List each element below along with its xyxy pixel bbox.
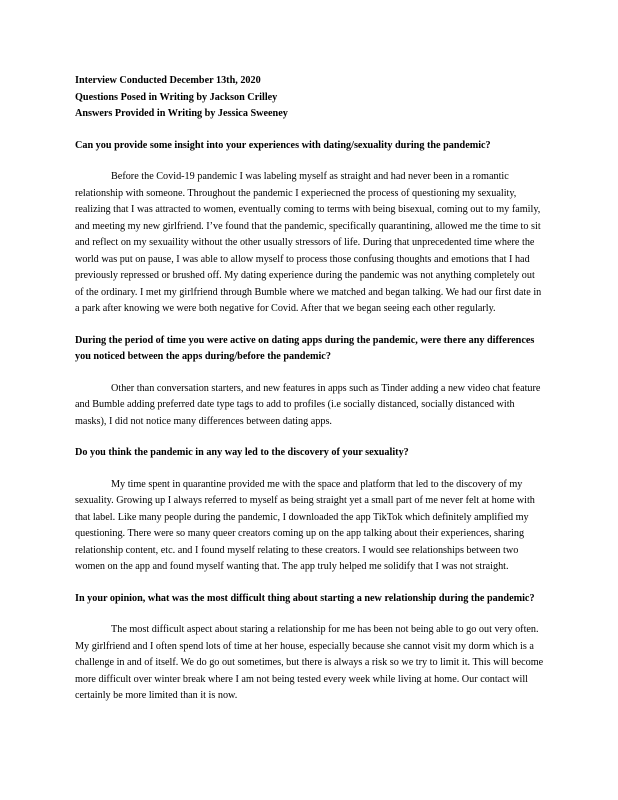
answer-1: Before the Covid-19 pandemic I was labeling myself as straight and had never been in a romantic relationship with someone. Throughout the pandemic I experiecned the process of questioning my sexuality, realizing that I was attracted to women, eventually coming to terms with being bisexual, coming out to my family, and meeting my new girlfriend. I’ve found that the pandemic, specifically quarantining, allowed me the time to sit and reflect on my sexuaility without the other usually stressors of life. During that unprecedented time where the world was put on pause, I was able to allow myself to process those confusing thoughts and emotions that I had previously repressed or brushed off. My dating experience during the pandemic was not anything completely out of the ordinary. I met my girlfriend through Bumble where we matched and began talking. We had our first date in a park after knowing we were both negative for Covid. After that we began seeing each other regularly. <box>75 171 542 314</box>
answer-4: The most difficult aspect about staring a relationship for me has been not being able to go out very often. My girlfriend and I often spend lots of time at her house, especially because she cannot visit my dorm which is a challenge in and of itself. We do go out sometimes, but there is always a risk so we try to limit it. This will become more difficult over winter break where I am not being tested every week while living at home. Our contact will certainly be more limited than it is now. <box>75 624 544 701</box>
header-questions-line: Questions Posed in Writing by Jackson Crilley <box>75 91 278 103</box>
question-3: Do you think the pandemic in any way led to the discovery of your sexuality? <box>75 447 409 458</box>
document-page <box>75 73 545 705</box>
header-answers-line: Answers Provided in Writing by Jessica Sweeney <box>75 108 288 119</box>
qa-block-2 <box>75 333 545 431</box>
interview-header <box>75 73 545 123</box>
header-date-line: Interview Conducted December 13th, 2020 <box>75 75 261 86</box>
answer-2: Other than conversation starters, and new features in apps such as Tinder adding a new video chat feature and Bumble adding preferred date type tags to add to profiles (i.e socially distanced, socially distanced with masks), I did not notice many differences between dating apps. <box>75 382 541 427</box>
qa-block-1 <box>75 138 545 318</box>
qa-block-3 <box>75 445 545 576</box>
question-4: In your opinion, what was the most difficult thing about starting a new relationship during the pandemic? <box>75 592 535 604</box>
question-2: During the period of time you were active on dating apps during the pandemic, were there any differences you noticed between the apps during/before the pandemic? <box>75 334 535 362</box>
qa-block-4 <box>75 591 545 705</box>
answer-3: My time spent in quarantine provided me with the space and platform that led to the discovery of my sexuality. Growing up I always referred to myself as being straight yet a small part of me never felt at home with that label. Like many people during the pandemic, I downloaded the app TikTok which definitely amplified my questioning. There were so many queer creators coming up on the app talking about their experiences, sharing relationship content, etc. and I found myself relating to these creators. I would see relationships between two women on the app and found myself wanting that. The app truly helped me solidify that I was not straight. <box>75 478 535 572</box>
question-1: Can you provide some insight into your experiences with dating/sexuality during the pandemic? <box>75 139 491 151</box>
